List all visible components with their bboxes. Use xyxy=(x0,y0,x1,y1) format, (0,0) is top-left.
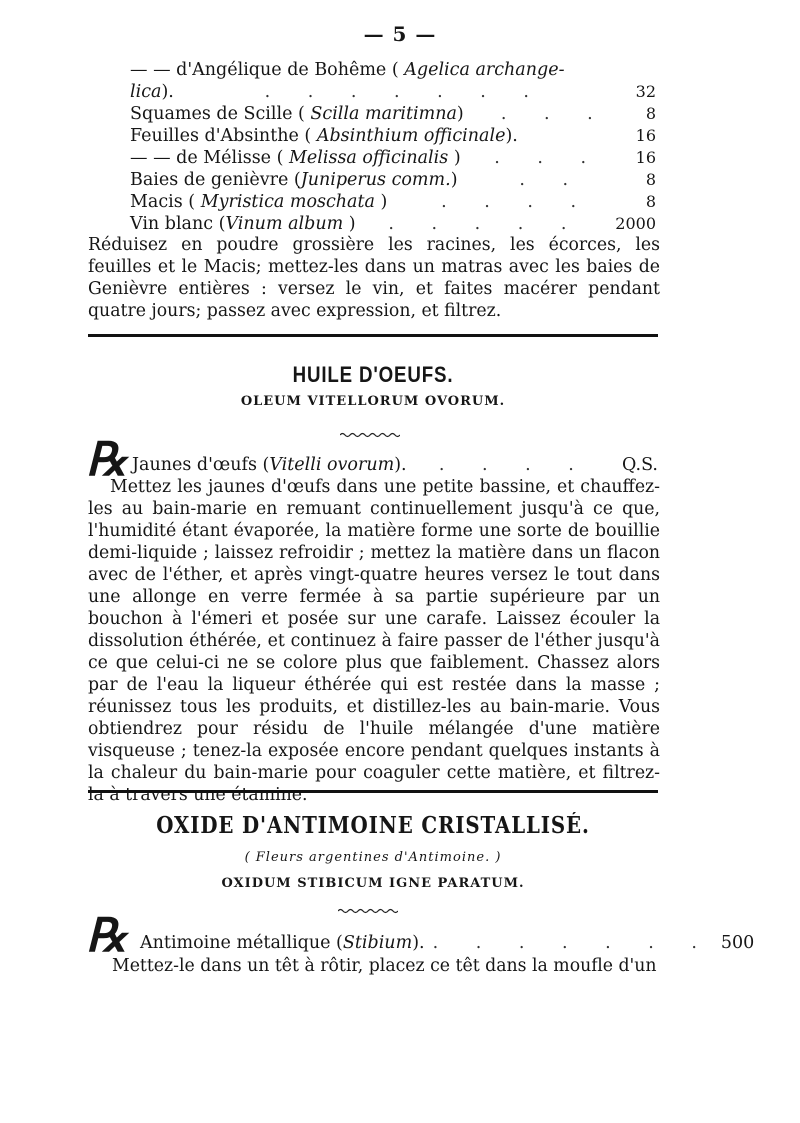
ingredient-quantity: 16 xyxy=(635,126,656,145)
section-title-huile: HUILE D'OEUFS. xyxy=(292,362,454,387)
section-divider xyxy=(88,790,658,793)
ingredient-quantity: Q.S. xyxy=(622,455,658,475)
ingredient-name: Feuilles d'Absinthe ( Absinthium officinale). xyxy=(130,126,518,146)
preparation-paragraph xyxy=(88,234,660,322)
section-subtitle-oxide: ( Fleurs argentines d'Antimoine. ) xyxy=(244,850,502,865)
ingredient-name: Vin blanc (Vinum album ) xyxy=(130,214,356,234)
ingredient-quantity: 8 xyxy=(645,170,656,189)
dot-leader: . . . . . . . xyxy=(264,82,545,102)
ingredient-quantity: 2000 xyxy=(615,214,656,233)
dot-leader: . . . . . xyxy=(388,214,583,234)
section-latin-oxide: OXIDUM STIBICUM IGNE PARATUM. xyxy=(221,876,525,891)
ingredient-name: Squames de Scille ( Scilla maritimna) xyxy=(130,104,464,124)
ingredient-suffix: ). xyxy=(412,933,425,953)
ingredient-latin: Absinthium officinale xyxy=(316,126,506,146)
ingredient-quantity: 16 xyxy=(635,148,656,167)
ingredient-quantity: 500 xyxy=(720,933,755,953)
ingredient-name: — — de Mélisse ( Melissa officinalis ) xyxy=(130,148,461,168)
dot-leader: . . . . xyxy=(438,455,590,475)
ingredient-name: Jaunes d'œufs ( xyxy=(132,455,270,475)
recipe-symbol: ℞ xyxy=(86,432,128,486)
ingredient-line xyxy=(130,104,656,126)
ingredient-latin: Melissa officinalis xyxy=(289,148,449,168)
ingredient-line xyxy=(130,60,656,82)
ingredient-latin: Vinum album xyxy=(225,214,344,234)
ingredient-line xyxy=(130,170,656,192)
ingredient-latin: Vitelli ovorum xyxy=(269,455,395,475)
preparation-text: Mettez les jaunes d'œufs dans une petite bassine, et chauffez-les au bain-marie en remuant continuellement jusqu'à ce que, l'humidité étant évaporée, la matière forme une sorte de bouillie demi-liquide ; laissez refroidir ; mettez la matière dans un flacon avec de l'éther, et après vingt-quatre heures versez le tout dans une allonge en verre fermée à sa partie supérieure par un bouchon à l'émeri et posée sur une carafe. Laissez écouler la dissolution éthérée, et continuez à faire passer de l'éther jusqu'à ce que celui-ci ne se colore plus que faiblement. Chassez alors par de l'eau la liqueur éthérée qui est restée dans la masse ; réunissez tous les produits, et distillez-les au bain-marie. Vous obtiendrez pour résidu de l'huile mélangée d'une matière visqueuse ; tenez-la exposée encore pendant quelques instants à la chaleur du bain-marie pour coaguler cette matière, et filtrez-la à travers une étamine. xyxy=(88,477,660,805)
ingredient-name: Antimoine métallique ( xyxy=(140,933,343,953)
wavy-ornament xyxy=(340,432,400,438)
ingredient-quantity: 8 xyxy=(645,192,656,211)
ingredient-line xyxy=(140,933,755,953)
ingredient-latin: lica xyxy=(130,82,162,102)
preparation-paragraph xyxy=(88,476,660,806)
ingredient-line xyxy=(130,82,656,104)
dot-leader: . . . . . . . xyxy=(432,933,713,953)
page-number: — 5 — xyxy=(363,22,437,46)
ingredient-list xyxy=(130,60,656,236)
ingredient-quantity: 8 xyxy=(645,104,656,123)
ingredient-latin: Stibium xyxy=(342,933,413,953)
preparation-paragraph xyxy=(112,955,660,977)
section-divider xyxy=(88,334,658,337)
ingredient-name: — — d'Angélique de Bohême ( Agelica archange- xyxy=(130,60,565,80)
ingredient-suffix: ). xyxy=(394,455,407,475)
ingredient-name: lica). xyxy=(130,82,174,102)
ingredient-latin: Agelica archange- xyxy=(404,60,565,80)
dot-leader: . . . . xyxy=(441,192,593,212)
ingredient-line xyxy=(132,455,658,475)
ingredient-line xyxy=(130,192,656,214)
ingredient-latin: Myristica moschata xyxy=(200,192,375,212)
ingredient-name: Macis ( Myristica moschata ) xyxy=(130,192,388,212)
wavy-ornament xyxy=(338,908,398,914)
section-title-oxide: OXIDE D'ANTIMOINE CRISTALLISÉ. xyxy=(156,812,590,839)
ingredient-latin: Scilla maritimna xyxy=(310,104,457,124)
section-latin-huile: OLEUM VITELLORUM OVORUM. xyxy=(240,394,506,409)
dot-leader: . . xyxy=(519,170,585,190)
ingredient-line xyxy=(130,126,656,148)
preparation-text: Réduisez en poudre grossière les racines, les écorces, les feuilles et le Macis; mettez-les dans un matras avec les baies de Genièvre entières : versez le vin, et faites macérer pendant quatre jours; passez avec expression, et filtrez. xyxy=(88,235,660,321)
ingredient-latin: Juniperus comm. xyxy=(300,170,451,190)
recipe-symbol: ℞ xyxy=(86,908,128,962)
dot-leader: . . . xyxy=(500,104,609,124)
ingredient-quantity: 32 xyxy=(635,82,656,101)
ingredient-line xyxy=(130,214,656,236)
dot-leader: . . . xyxy=(494,148,603,168)
preparation-text: Mettez-le dans un têt à rôtir, placez ce têt dans la moufle d'un xyxy=(112,956,657,976)
ingredient-line xyxy=(130,148,656,170)
ingredient-name: Baies de genièvre (Juniperus comm.) xyxy=(130,170,458,190)
